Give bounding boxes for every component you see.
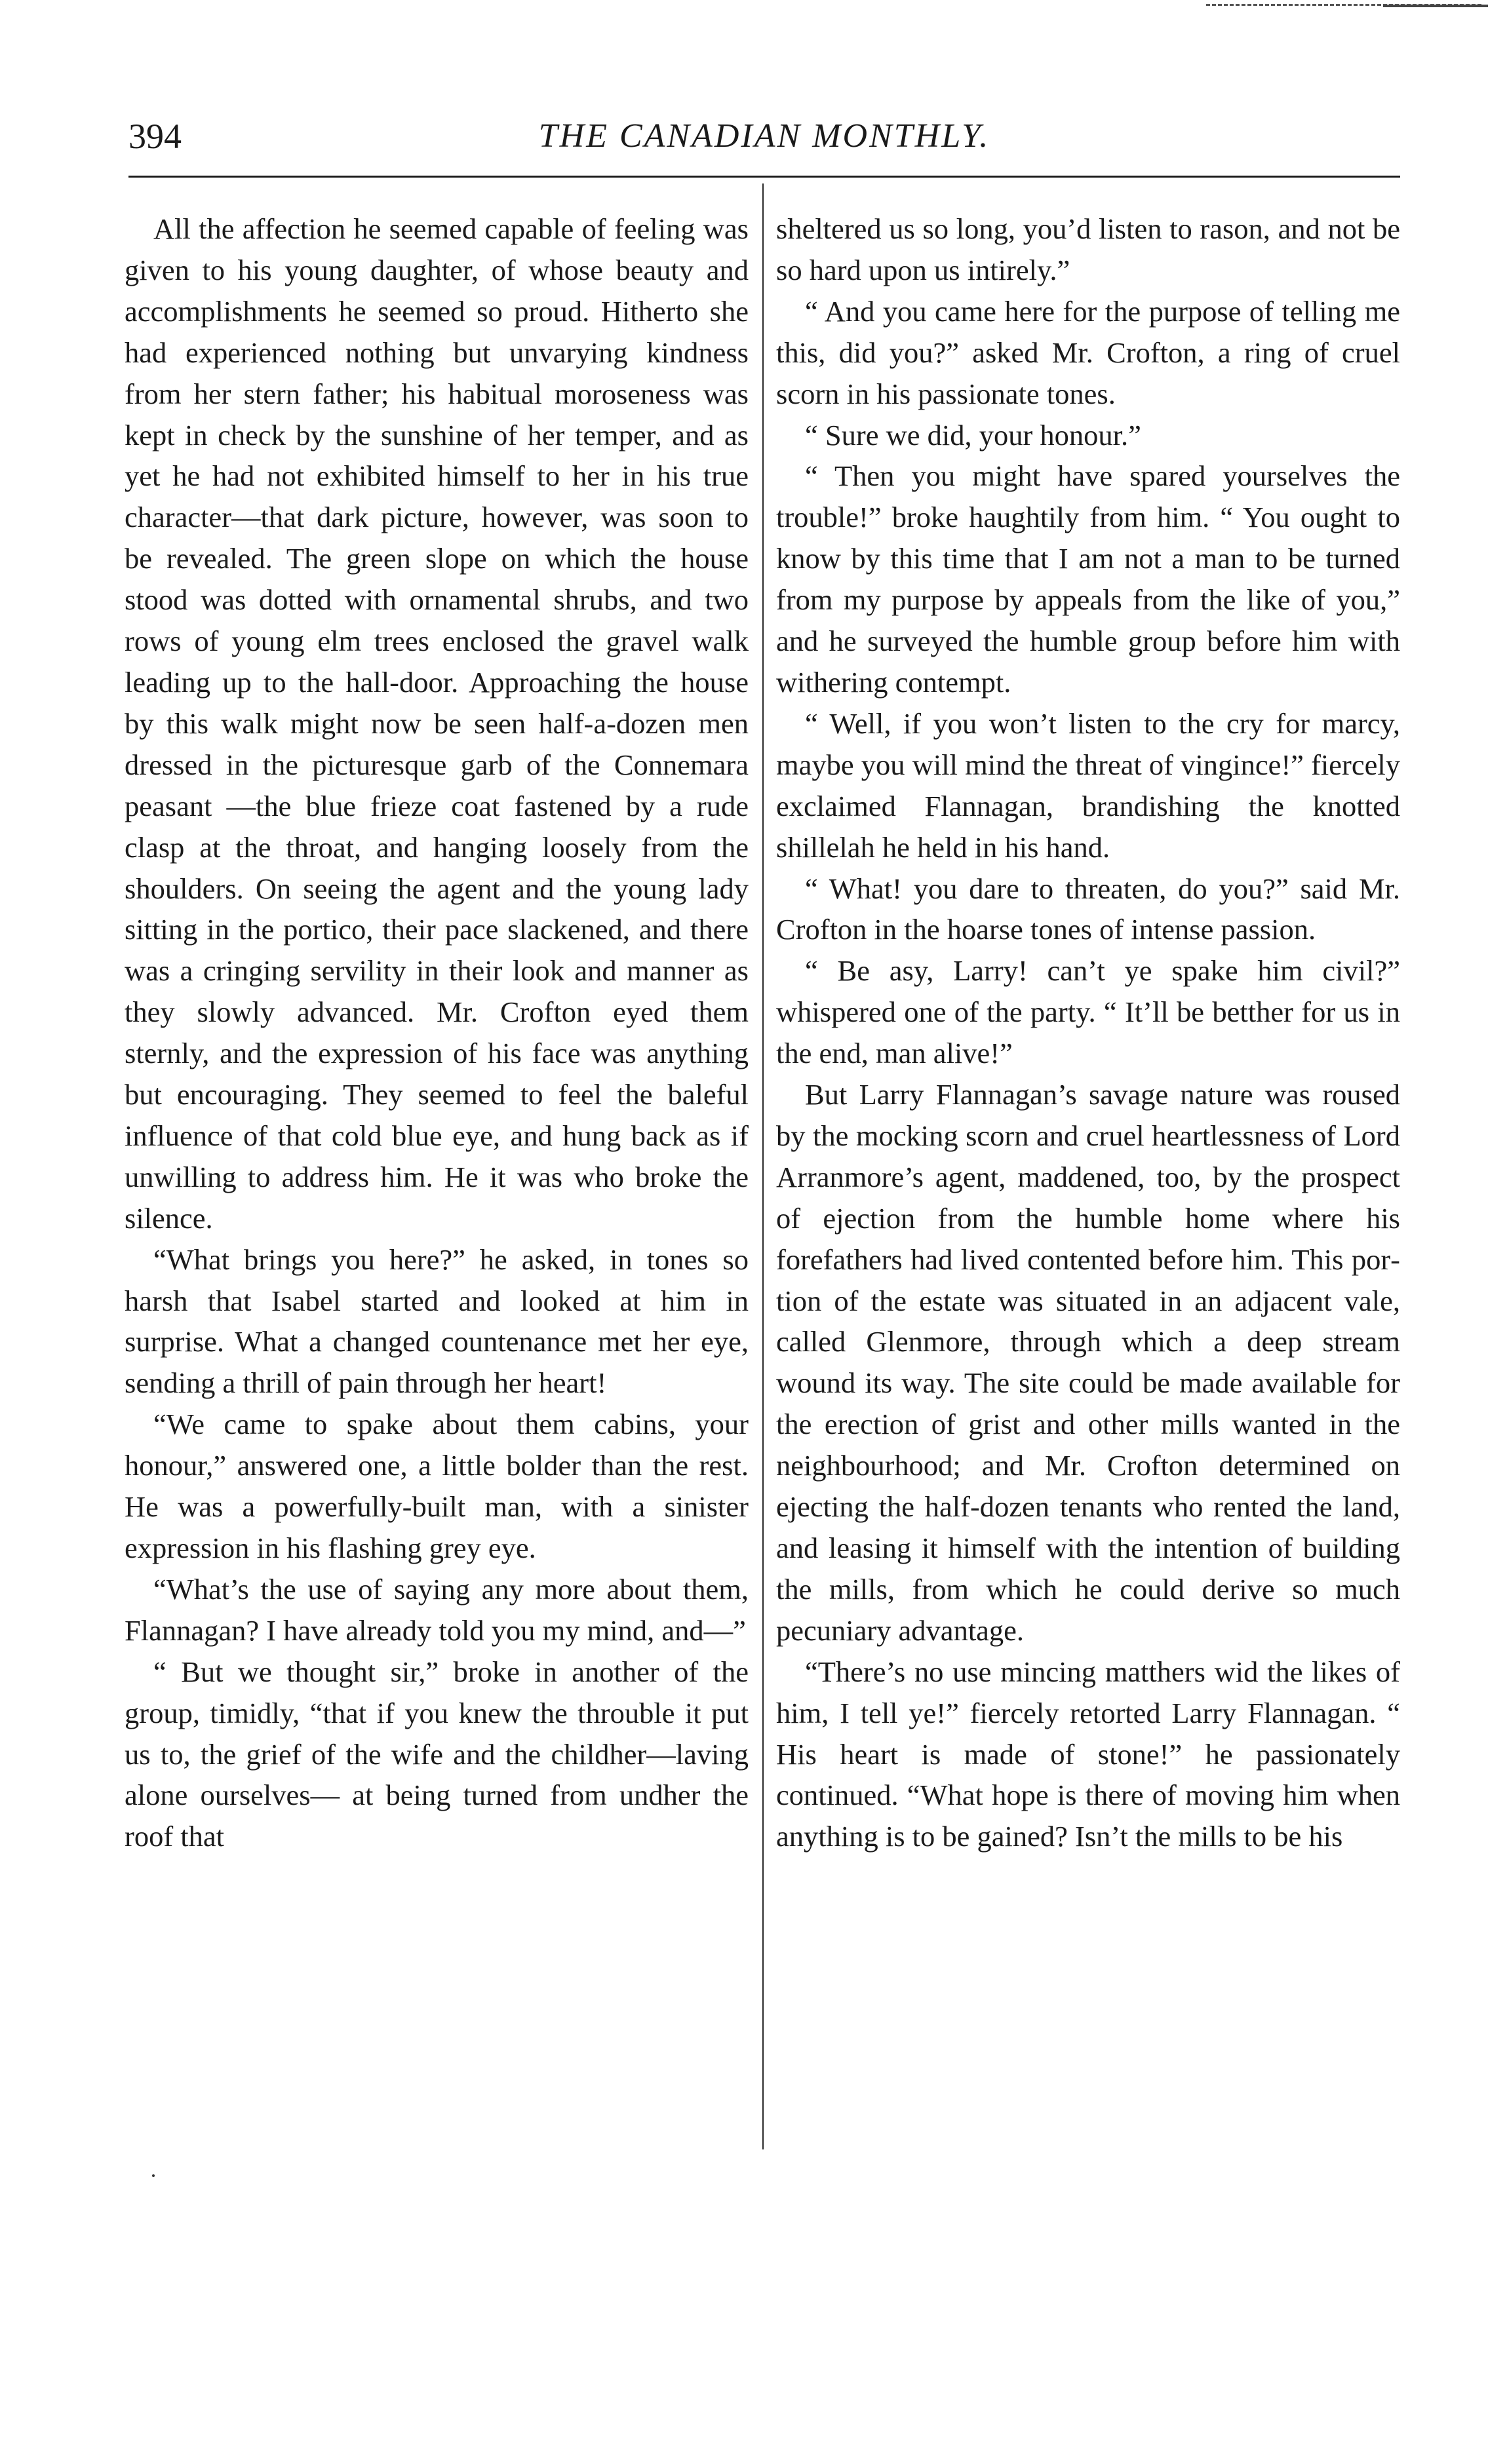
paragraph: “There’s no use mincing matthers wid the likes of him, I tell ye!” fiercely retorted Larry Flannagan. “ His heart is made of stone!” he passionately continued. “What hope is there of moving him when anything is to be gained? Isn’t the mills to be his: [776, 1655, 1400, 1853]
paragraph: “ Well, if you won’t listen to the cry for marcy, maybe you will mind the threat of vingince!” fiercely exclaimed Flannagan, brandishing the knotted shillelah he held in his hand.: [776, 706, 1400, 864]
paragraph: “ But we thought sir,” broke in another of the group, timidly, “that if you knew the throuble it put us to, the grief of the wife and the childher—laving alone ourselves— at being turned from undher the roof that: [125, 1655, 749, 1853]
column-divider: [762, 183, 764, 2149]
paragraph: All the affection he seemed capable of feeling was given to his young daughter, of whose beauty and accomplishments he seemed so proud. Hitherto she had experienced nothing but unvarying kindness from her stern father; his habitual moroseness was kept in check by the sunshine of her temper, and as yet he had not exhibited himself to her in his true character—that dark picture, however, was soon to be revealed. The green slope on which the house stood was dotted with ornamental shrubs, and two rows of young elm trees enclosed the gravel walk leading up to the hall-door. Approaching the house by this walk might now be seen half-a-dozen men dressed in the picturesque garb of the Connemara peasant —the blue frieze coat fastened by a rude clasp at the throat, and hanging loosely from the shoulders. On seeing the agent and the young lady sitting in the portico, their pace slackened, and there was a cringing servility in their look and manner as they slowly advanced. Mr. Crofton eyed them sternly, and the expression of his face was anything but encouraging. They seemed to feel the baleful influence of that cold blue eye, and hung back as if unwilling to address him. He it was who broke the silence.: [125, 212, 749, 1235]
page-number: 394: [128, 117, 182, 156]
header-rule: [128, 176, 1400, 178]
running-head: [128, 110, 1400, 163]
paragraph: “We came to spake about them cabins, your honour,” answered one, a little bolder than the rest. He was a powerfully-built man, with a sinister expression in his flashing grey eye.: [125, 1408, 749, 1564]
paragraph: “What’s the use of saying any more about them, Flannagan? I have already told you my mind, and—”: [125, 1572, 749, 1647]
paragraph: “ What! you dare to threaten, do you?” said Mr. Crofton in the hoarse tones of intense passion.: [776, 872, 1400, 946]
left-column: [125, 208, 749, 1857]
paragraph: “What brings you here?” he asked, in tones so harsh that Isabel started and looked at him in surprise. What a changed countenance met her eye, sending a thrill of pain through her heart!: [125, 1242, 749, 1400]
scan-edge-mark-solid: [1383, 5, 1488, 7]
paragraph: “ Then you might have spared yourselves the trouble!” broke haughtily from him. “ You ought to know by this time that I am not a man to be turned from my purpose by appeals from the like of you,” and he surveyed the humble group before him with withering contempt.: [776, 459, 1400, 699]
right-column: [776, 208, 1400, 1857]
paragraph: “ And you came here for the purpose of telling me this, did you?” asked Mr. Crofton, a ring of cruel scorn in his passionate tones.: [776, 294, 1400, 410]
journal-title: THE CANADIAN MONTHLY.: [538, 117, 990, 155]
paragraph: “ Sure we did, your honour.”: [805, 418, 1141, 452]
ink-speck: [152, 2174, 155, 2177]
paragraph-continued: sheltered us so long, you’d listen to rason, and not be so hard upon us intirely.”: [776, 212, 1400, 286]
paragraph: “ Be asy, Larry! can’t ye spake him civil?” whispered one of the party. “ It’ll be betther for us in the end, man alive!”: [776, 954, 1400, 1070]
paragraph: But Larry Flannagan’s savage nature was roused by the mocking scorn and cruel heartlessness of Lord Arranmore’s agent, maddened, too, by the prospect of ejection from the humble home where his forefathers had lived contented before him. This portion of the estate was situated in an adjacent vale, called Glenmore, through which a deep stream wound its way. The site could be made available for the erection of grist and other mills wanted in the neighbourhood; and Mr. Crofton determined on ejecting the half-dozen tenants who rented the land, and leasing it himself with the intention of building the mills, from which he could derive so much pecuniary advantage.: [776, 1078, 1400, 1647]
